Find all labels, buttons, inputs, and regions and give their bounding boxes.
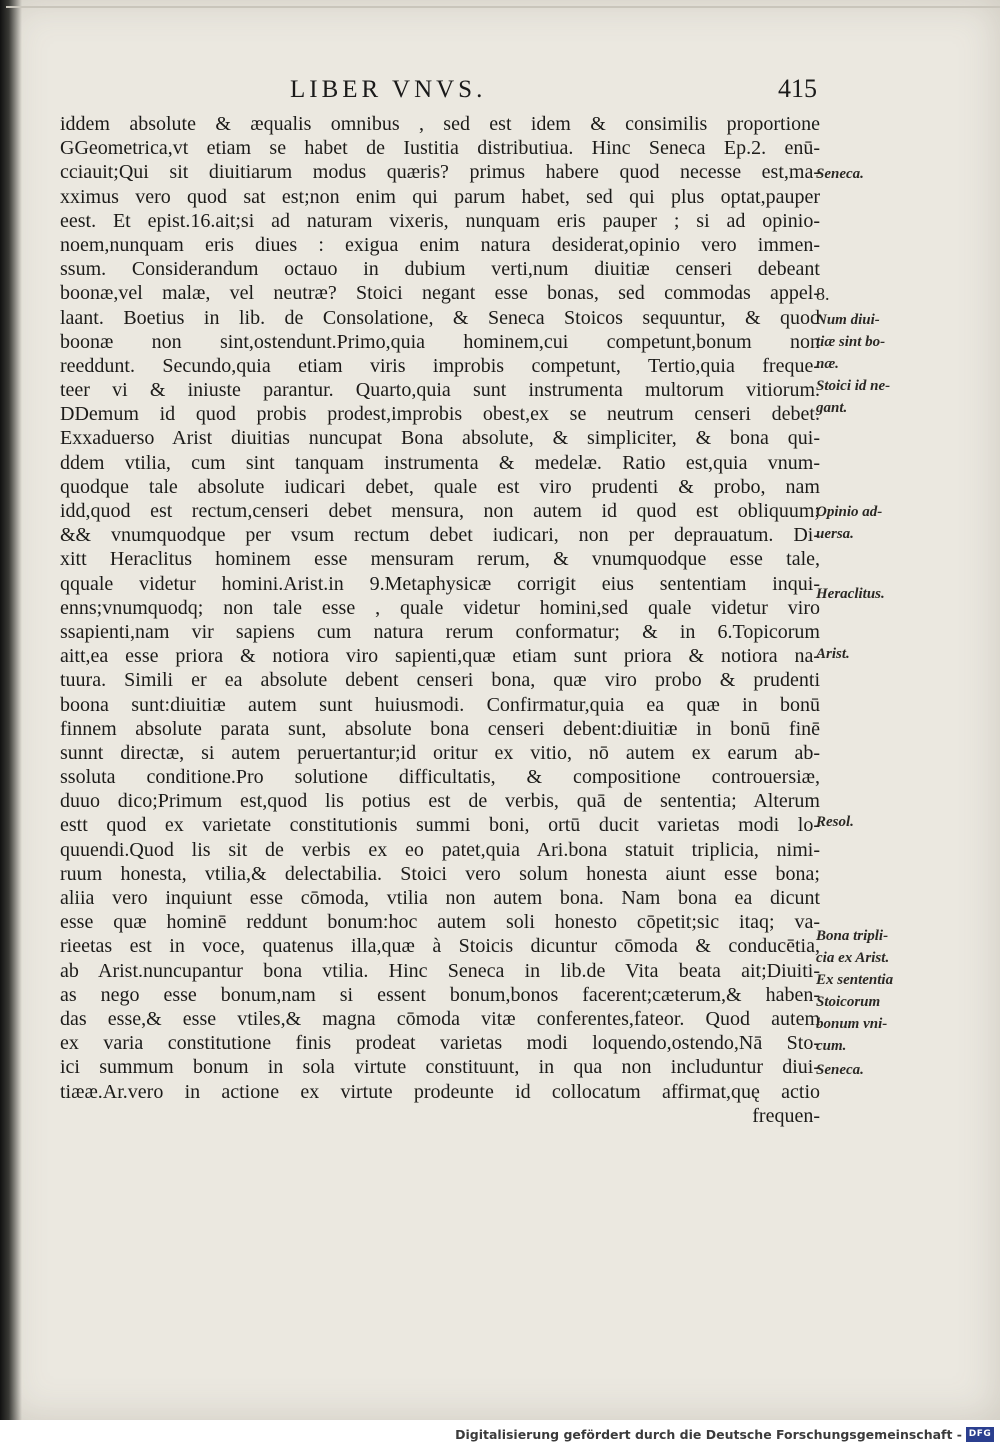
dfg-logo-icon: DFG xyxy=(966,1427,994,1442)
text-line: idd,quod est rectum,censeri debet mensura, non autem id quod est obliquum; xyxy=(60,500,820,522)
binding-shadow xyxy=(0,0,22,1420)
text-line: sunnt directæ, si autem peruertantur;id oritur ex vitio, nō autem ex earum ab- xyxy=(60,741,820,764)
text-line: ex varia constitutione finis prodeat varietas modi loquendo,ostendo,Nā Sto- xyxy=(60,1032,820,1055)
text-line: laant. Boetius in lib. de Consolatione, & Seneca Stoicos sequuntur, & quod xyxy=(60,306,820,329)
text-line: quuendi.Quod lis sit de verbis ex eo patet,quia Ari.bona statuit triplicia, nimi- xyxy=(60,838,820,861)
text-line: tiææ.Ar.vero in actione ex virtute prodeunte id collocatum affirmat,quę actio xyxy=(60,1080,820,1103)
text-line: teer vi & iniuste parantur. Quarto,quia sunt instrumenta multorum vitiorum. xyxy=(60,379,820,402)
running-head: LIBER VNVS. xyxy=(290,76,487,103)
margin-note: bonum vni- xyxy=(816,1016,888,1032)
text-line: ddem vtilia, cum sint tanquam instrumenta & medelæ. Ratio est,quia vnum- xyxy=(60,451,820,474)
text-line: qquale videtur homini.Arist.in 9.Metaphysicæ corrigit eius sententiam inqui- xyxy=(60,572,820,595)
page-edge xyxy=(6,6,1000,8)
margin-note: Bona tripli- xyxy=(816,928,889,944)
margin-note: cum. xyxy=(816,1038,847,1054)
body-text xyxy=(60,112,820,1128)
text-line: ssum. Considerandum octauo in dubium verti,num diuitiæ censeri debeant xyxy=(60,258,820,281)
text-line: reeddunt. Secundo,quia etiam viris improbis competunt, Tertio,quia freque- xyxy=(60,354,820,377)
text-line: esse quæ hominē reddunt bonum:hoc autem soli honesto cōpetit;sic itaq; va- xyxy=(60,911,820,934)
text-line: DDemum id quod probis prodest,improbis obest,ex se neutrum censeri debet. xyxy=(60,403,820,426)
text-line: ab Arist.nuncupantur bona vtilia. Hinc Seneca in lib.de Vita beata ait;Diuiti- xyxy=(60,959,820,982)
text-line: xximus vero quod sat est;non enim qui parum habet, sed qui plus optat,pauper xyxy=(60,185,820,208)
margin-note: Heraclitus. xyxy=(816,586,885,602)
text-line: noem,nunquam eris diues : exigua enim natura desiderat,opinio vero immen- xyxy=(60,233,820,256)
margin-note: Seneca. xyxy=(816,1062,864,1078)
margin-note: tiæ sint bo- xyxy=(816,334,886,350)
text-line: ici summum bonum in sola virtute constituunt, in qua non includuntur diui- xyxy=(60,1056,820,1079)
text-line: boonæ,vel malæ, vel neutræ? Stoici negant esse bonas, sed commodas appel- xyxy=(60,282,820,305)
text-line: das esse,& esse vtiles,& magna cōmoda vitæ conferentes,fateor. Quod autem xyxy=(60,1007,820,1030)
text-line: xitt Heraclitus hominem esse mensuram rerum, & vnumquodque esse tale, xyxy=(60,548,820,571)
margin-note: Stoicorum xyxy=(816,994,881,1010)
text-line: ssapienti,nam vir sapiens cum natura rerum conformatur; & in 6.Topicorum xyxy=(60,620,820,643)
page-number: 415 xyxy=(778,74,817,103)
text-line: cciauit;Qui sit diuitiarum modus quæris? primus habere quod necesse est,ma- xyxy=(60,161,820,184)
margin-note: 8. xyxy=(816,284,830,304)
text-line: estt quod ex varietate constitutionis summi boni, ortū ducit varietas modi lo- xyxy=(60,814,820,837)
margin-note: Stoici id ne- xyxy=(816,378,891,394)
footer-bar xyxy=(0,1420,1000,1450)
text-line: finnem absolute parata sunt, absolute bona censeri debent:diuitiæ in bonū finē xyxy=(60,717,820,740)
margin-note: næ. xyxy=(816,356,839,372)
catchword-line: frequen- xyxy=(752,1104,820,1127)
margin-note: cia ex Arist. xyxy=(816,950,890,966)
funding-credit: Digitalisierung gefördert durch die Deutsche Forschungsgemeinschaft - xyxy=(455,1427,962,1442)
text-line: ruum honesta, vtilia,& delectabilia. Stoici vero solum honesta aiunt esse bona; xyxy=(60,862,820,885)
text-line: enns;vnumquodq; non tale esse , quale videtur homini,sed quale videtur viro xyxy=(60,596,820,619)
margin-note: Resol. xyxy=(816,814,854,830)
margin-note: Num diui- xyxy=(816,312,880,328)
text-line: tuura. Simili er ea absolute debent censeri bona, quæ viro probo & prudenti xyxy=(60,669,820,692)
text-line: quodque tale absolute iudicari debet, quale est viro prudenti & probo, nam xyxy=(60,475,820,498)
text-line: aitt,ea esse priora & notiora viro sapienti,quæ etiam sunt priora & notiora na- xyxy=(60,645,820,668)
margin-note: Arist. xyxy=(816,646,850,662)
margin-note: gant. xyxy=(816,400,848,416)
text-line: iddem absolute & æqualis omnibus , sed est idem & consimilis proportione xyxy=(60,113,820,135)
text-line: GGeometrica,vt etiam se habet de Iustitia distributiua. Hinc Seneca Ep.2. enū- xyxy=(60,137,820,160)
text-line: && vnumquodque per vsum rectum debet iudicari, non per deprauatum. Di- xyxy=(60,524,820,547)
text-line: boona sunt:diuitiæ autem sunt huiusmodi. Confirmatur,quia ea quæ in bonū xyxy=(60,693,820,716)
text-line: duuo dico;Primum est,quod lis potius est de verbis, quā de sententia; Alterum xyxy=(60,790,820,813)
text-line: eest. Et epist.16.ait;si ad naturam vixeris, nunquam eris pauper ; si ad opinio- xyxy=(60,209,820,232)
text-line: Exxaduerso Arist diuitias nuncupat Bona absolute, & simpliciter, & bona qui- xyxy=(60,427,820,450)
text-line: boonæ non sint,ostendunt.Primo,quia hominem,cui competunt,bonum non xyxy=(60,330,820,353)
margin-note: Opinio ad- xyxy=(816,504,883,520)
text-line: ssoluta conditione.Pro solutione difficultatis, & compositione controuersiæ, xyxy=(60,766,820,789)
text-line: as nego esse bonum,nam si essent bonum,bonos facerent;cæterum,& haben- xyxy=(60,983,820,1006)
margin-note: uersa. xyxy=(816,526,854,542)
margin-note: Ex sententia xyxy=(816,972,894,988)
text-line: aliia vero inquiunt esse cōmoda, vtilia non autem bona. Nam bona ea dicunt xyxy=(60,887,820,909)
text-line: rieetas est in voce, quatenus illa,quæ à Stoicis dicuntur cōmoda & conducētia, xyxy=(60,935,820,958)
margin-note: Seneca. xyxy=(816,166,864,182)
